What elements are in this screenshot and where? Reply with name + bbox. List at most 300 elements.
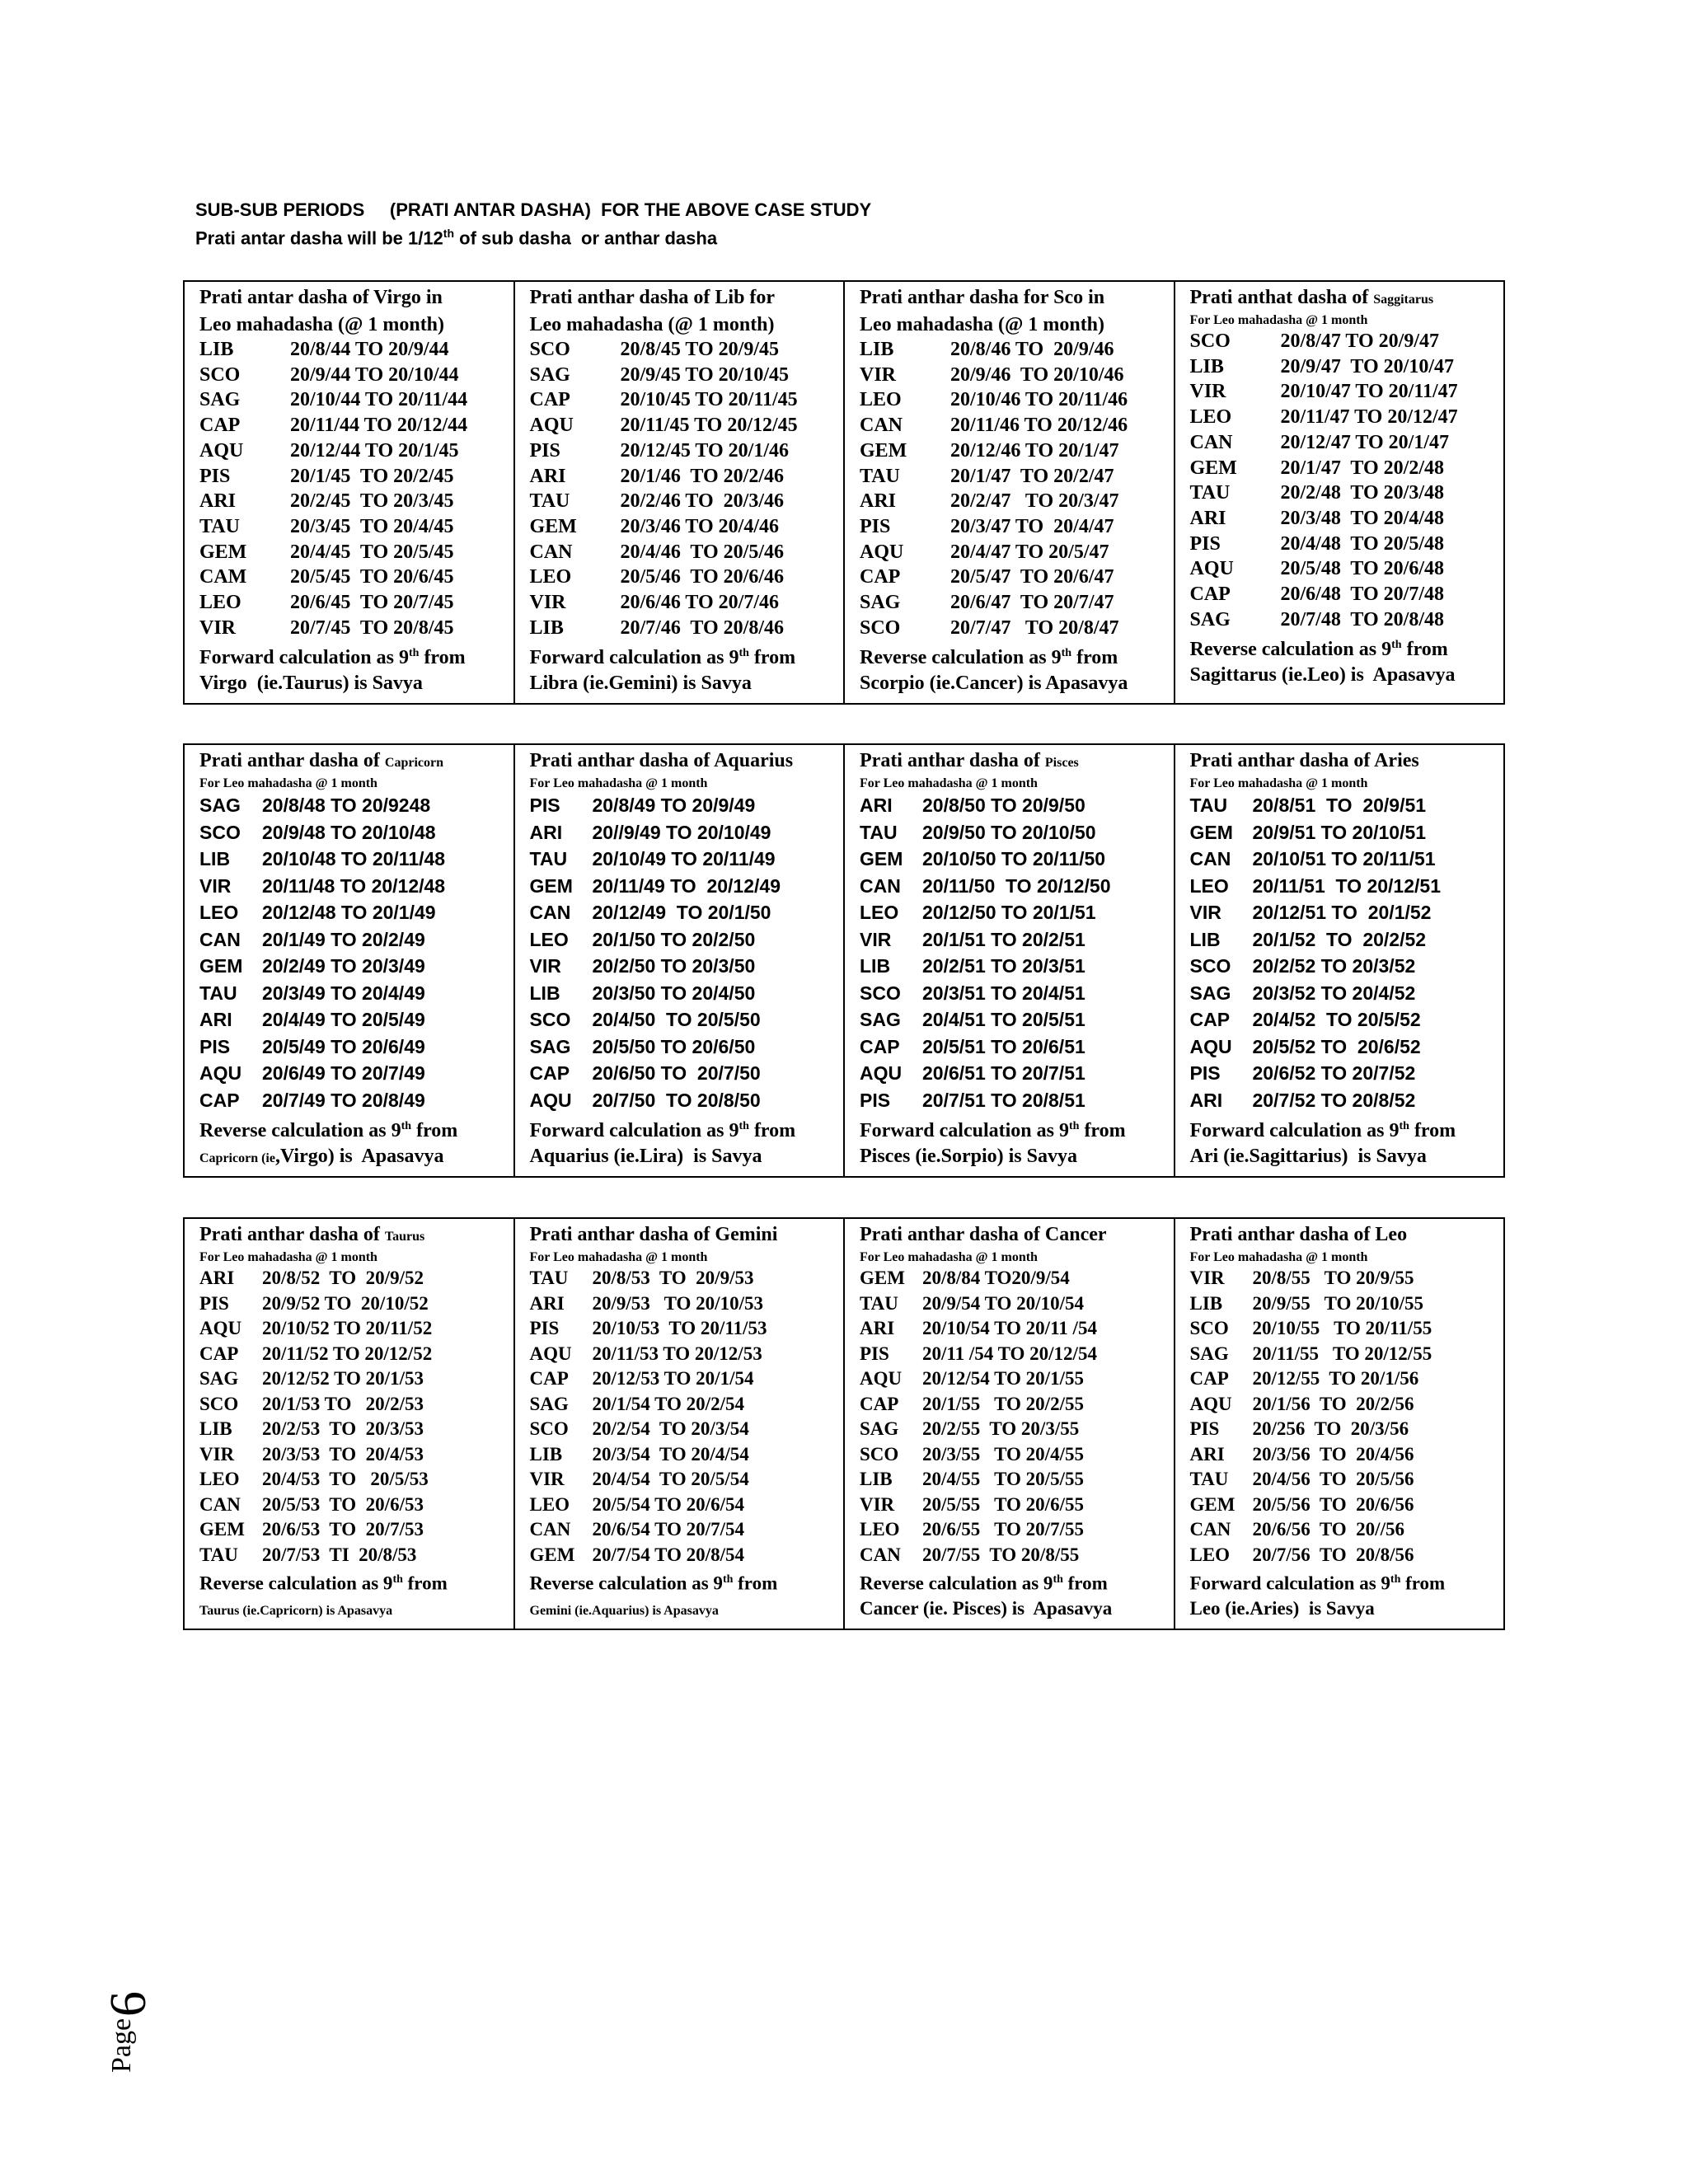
period-sign: ARI: [1189, 1089, 1223, 1111]
period-dates: 20/11/51 TO 20/12/51: [1252, 874, 1441, 897]
period-sign: VIR: [529, 592, 566, 614]
period-sign: LIB: [860, 339, 894, 360]
calc-note-line-2: [860, 1596, 1167, 1624]
period-row: [530, 1467, 837, 1493]
period-sign: CAP: [1189, 1009, 1231, 1030]
period-row: [530, 1543, 837, 1568]
period-dates: 20/256 TO 20/3/56: [1252, 1418, 1409, 1439]
calc-note-result: Cancer (ie. Pisces) is Apasavya: [860, 1597, 1113, 1619]
calc-note-line-2: [860, 671, 1167, 698]
period-dates: 20/6/55 TO 20/7/55: [922, 1519, 1084, 1540]
period-sign: LEO: [860, 389, 902, 411]
period-dates: 20/7/54 TO 20/8/54: [592, 1544, 744, 1565]
period-row: [1190, 1467, 1498, 1493]
period-row: [530, 590, 837, 616]
period-dates: 20/6/52 TO 20/7/52: [1252, 1062, 1416, 1084]
period-dates: 20/3/48 TO 20/4/48: [1280, 507, 1444, 529]
cell-title-sign: Saggitarus: [1373, 293, 1434, 307]
period-sign: PIS: [199, 465, 231, 487]
period-dates: 20/8/53 TO 20/9/53: [592, 1268, 754, 1288]
cell-title-sign: Capricorn: [384, 756, 444, 770]
period-dates: 20/8/49 TO 20/9/49: [592, 794, 756, 816]
period-sign: PIS: [860, 1089, 891, 1111]
period-row: [530, 1060, 837, 1087]
period-dates: 20/9/45 TO 20/10/45: [620, 363, 789, 386]
period-dates: 20/5/54 TO 20/6/54: [592, 1493, 744, 1515]
calc-note-result: Pisces (ie.Sorpio) is Savya: [860, 1146, 1077, 1167]
heading-line-2-text: Prati antar dasha will be 1/12: [195, 227, 443, 249]
calc-note-line-1: [199, 1568, 507, 1596]
period-sign: CAN: [860, 874, 901, 897]
cell-subtitle: For Leo mahadasha @ 1 month: [860, 776, 1038, 790]
period-sign: AQU: [1189, 1035, 1232, 1057]
calc-note-result: Libra (ie.Gemini) is Savya: [529, 673, 752, 695]
period-sign: CAN: [529, 1519, 571, 1540]
cell-title: [1190, 1222, 1498, 1249]
period-sign: GEM: [1189, 1493, 1236, 1515]
calc-note-text: Forward calculation as 9: [860, 1120, 1069, 1141]
period-row: [199, 1060, 507, 1087]
period-dates: 20/5/50 TO 20/6/50: [592, 1035, 756, 1057]
period-dates: 20/8/46 TO 20/9/46: [950, 339, 1114, 360]
calc-note-text: Reverse calculation as 9: [529, 1572, 723, 1594]
period-row: [860, 926, 1167, 954]
period-sign: TAU: [860, 821, 898, 843]
period-row: [860, 819, 1167, 846]
period-row: [199, 1087, 507, 1114]
period-sign: AQU: [529, 1343, 572, 1364]
cell-title: [530, 748, 837, 776]
calc-note-line-2: [199, 1596, 507, 1624]
calc-note-line-1: [1190, 1113, 1498, 1144]
cell-title: [199, 285, 507, 312]
cell-title: [860, 285, 1167, 312]
period-sign: SAG: [529, 363, 570, 386]
calc-note-line-1: [530, 1568, 837, 1596]
period-row: [860, 1366, 1167, 1392]
period-sign: VIR: [860, 928, 892, 950]
dasha-cell: [1175, 281, 1505, 704]
dasha-cell: [184, 1218, 514, 1629]
period-row: [860, 1342, 1167, 1367]
period-row: [860, 489, 1167, 514]
period-dates: 20/12/53 TO 20/1/54: [592, 1368, 754, 1389]
period-dates: 20/4/47 TO 20/5/47: [950, 541, 1109, 563]
period-row: [860, 1467, 1167, 1493]
period-sign: SCO: [860, 616, 901, 639]
period-sign: VIR: [1189, 381, 1226, 403]
period-row: [1190, 1493, 1498, 1518]
period-row: [1190, 926, 1498, 954]
period-dates: 20/3/46 TO 20/4/46: [620, 515, 779, 537]
calc-note-from: from: [419, 647, 466, 669]
cell-title: [860, 1222, 1167, 1249]
calc-note-from: from: [1062, 1572, 1108, 1594]
cell-title-text: Prati anthar dasha of: [860, 750, 1045, 771]
dasha-cell: [184, 744, 514, 1177]
period-dates: 20/1/49 TO 20/2/49: [262, 928, 425, 950]
period-row: [860, 1291, 1167, 1317]
period-dates: 20/2/54 TO 20/3/54: [592, 1418, 749, 1439]
period-sign: AQU: [860, 1062, 903, 1084]
period-dates: 20/1/52 TO 20/2/52: [1252, 928, 1427, 950]
period-row: [1190, 379, 1498, 405]
period-row: [199, 1266, 507, 1291]
period-dates: 20/7/52 TO 20/8/52: [1252, 1089, 1416, 1111]
period-dates: 20/7/55 TO 20/8/55: [922, 1544, 1080, 1565]
period-sign: AQU: [199, 1318, 242, 1338]
heading-line-2: [195, 222, 871, 250]
period-sign: GEM: [1189, 821, 1233, 843]
period-dates: 20/7/49 TO 20/8/49: [262, 1089, 425, 1111]
period-row: [1190, 1342, 1498, 1367]
period-row: [530, 1342, 837, 1367]
period-dates: 20/4/56 TO 20/5/56: [1252, 1469, 1414, 1489]
calc-note-sup: th: [1061, 647, 1072, 660]
period-sign: ARI: [199, 490, 237, 513]
period-row: [860, 540, 1167, 565]
period-sign: LIB: [860, 1469, 893, 1489]
calc-note-sup: th: [1390, 1573, 1401, 1586]
calc-note-line-1: [860, 1568, 1167, 1596]
period-dates: 20/1/56 TO 20/2/56: [1252, 1393, 1414, 1414]
period-sign: GEM: [860, 1268, 905, 1288]
period-row: [199, 540, 507, 565]
period-dates: 20/6/48 TO 20/7/48: [1280, 583, 1444, 606]
period-row: [1190, 819, 1498, 846]
period-dates: 20/11/44 TO 20/12/44: [290, 415, 468, 437]
period-sign: SCO: [1189, 330, 1231, 352]
period-row: [199, 438, 507, 464]
dasha-cell: [514, 281, 845, 704]
period-row: [1190, 354, 1498, 380]
period-dates: 20/9/44 TO 20/10/44: [290, 363, 459, 386]
period-row: [530, 363, 837, 388]
period-dates: 20/9/48 TO 20/10/48: [262, 821, 436, 843]
period-row: [199, 565, 507, 590]
calc-note-from: from: [748, 1120, 796, 1141]
dasha-cell: [514, 744, 845, 1177]
period-dates: 20/7/53 TI 20/8/53: [262, 1544, 417, 1565]
calc-note-sup: th: [738, 647, 749, 660]
period-sign: AQU: [860, 541, 904, 563]
cell-title: [199, 1222, 507, 1249]
period-row: [860, 846, 1167, 873]
period-row: [530, 873, 837, 900]
period-dates: 20/1/47 TO 20/2/48: [1280, 457, 1444, 479]
period-sign: CAP: [529, 1062, 570, 1084]
period-row: [199, 1316, 507, 1342]
period-sign: PIS: [1189, 1418, 1220, 1439]
period-row: [1190, 532, 1498, 557]
period-dates: 20/1/47 TO 20/2/47: [950, 465, 1114, 487]
calc-note-small: Gemini (ie.Aquarius) is Apasavya: [529, 1603, 719, 1618]
period-sign: PIS: [529, 794, 560, 816]
calc-note-text: Reverse calculation as 9: [199, 1572, 393, 1594]
period-row: [1190, 456, 1498, 481]
period-dates: 20/6/50 TO 20/7/50: [592, 1062, 761, 1084]
period-row: [1190, 582, 1498, 607]
period-dates: 20/10/45 TO 20/11/45: [620, 389, 798, 411]
calc-note-text: Forward calculation as 9: [529, 647, 739, 669]
period-sign: LIB: [1189, 928, 1221, 950]
period-sign: ARI: [860, 794, 893, 816]
period-row: [199, 926, 507, 954]
period-dates: 20/12/55 TO 20/1/56: [1252, 1368, 1419, 1389]
calc-note-text: Forward calculation as 9: [199, 647, 409, 669]
cell-subtitle: For Leo mahadasha @ 1 month: [199, 1250, 377, 1264]
period-dates: 20/2/45 TO 20/3/45: [290, 490, 454, 513]
period-row: [199, 873, 507, 900]
period-sign: SAG: [199, 1368, 239, 1389]
calc-note-from: from: [402, 1572, 448, 1594]
period-sign: TAU: [860, 465, 900, 487]
period-row: [860, 387, 1167, 413]
calc-note-text: Forward calculation as 9: [529, 1120, 739, 1141]
period-sign: PIS: [1189, 532, 1221, 555]
cell-subtitle: For Leo mahadasha @ 1 month: [529, 776, 708, 790]
period-dates: 20/3/55 TO 20/4/55: [922, 1443, 1084, 1465]
period-dates: 20/5/45 TO 20/6/45: [290, 566, 454, 588]
period-sign: SAG: [860, 592, 901, 614]
dasha-table-3: [183, 1217, 1505, 1630]
period-sign: LIB: [1189, 1292, 1223, 1314]
period-sign: SAG: [529, 1035, 571, 1057]
period-dates: 20/12/52 TO 20/1/53: [262, 1368, 424, 1389]
calc-note-sup: th: [1053, 1573, 1063, 1586]
period-row: [1190, 899, 1498, 926]
period-dates: 20/2/52 TO 20/3/52: [1252, 955, 1416, 977]
period-row: [1190, 405, 1498, 430]
period-sign: ARI: [860, 490, 897, 513]
period-row: [530, 565, 837, 590]
period-sign: LEO: [199, 1469, 240, 1489]
period-row: [530, 1442, 837, 1468]
period-row: [1190, 1006, 1498, 1033]
period-sign: CAN: [860, 415, 903, 437]
period-sign: CAP: [199, 415, 241, 437]
period-dates: 20/8/50 TO 20/9/50: [922, 794, 1085, 816]
period-dates: 20/10/48 TO 20/11/48: [262, 848, 446, 869]
calc-note-text: Forward calculation as 9: [1189, 1572, 1390, 1594]
period-dates: 20/4/51 TO 20/5/51: [922, 1009, 1085, 1030]
period-sign: SCO: [529, 339, 570, 360]
period-sign: CAN: [860, 1544, 901, 1565]
period-dates: 20/6/56 TO 20//56: [1252, 1519, 1404, 1540]
calc-note-line-1: [860, 640, 1167, 671]
period-dates: 20/10/55 TO 20/11/55: [1252, 1318, 1432, 1338]
cell-title-sign: Taurus: [384, 1230, 425, 1244]
period-sign: LIB: [199, 848, 231, 869]
calc-note-sup: th: [392, 1573, 403, 1586]
period-dates: 20/8/51 TO 20/9/51: [1252, 794, 1427, 816]
period-dates: 20/7/48 TO 20/8/48: [1280, 608, 1444, 630]
calc-note-sup: th: [401, 1120, 412, 1132]
period-sign: TAU: [529, 1268, 569, 1288]
period-sign: GEM: [529, 515, 577, 537]
period-sign: LIB: [199, 1418, 232, 1439]
calc-note-line-2: [199, 1144, 507, 1171]
period-sign: LEO: [1189, 1544, 1231, 1565]
period-sign: VIR: [199, 1443, 235, 1465]
cell-title-text: Prati anthar dasha of: [199, 750, 385, 771]
period-row: [530, 1417, 837, 1442]
period-dates: 20/7/50 TO 20/8/50: [592, 1089, 761, 1111]
period-sign: LIB: [529, 616, 564, 639]
period-dates: 20/12/49 TO 20/1/50: [592, 902, 771, 923]
period-sign: ARI: [1189, 1443, 1225, 1465]
period-row: [860, 438, 1167, 464]
period-row: [1190, 792, 1498, 819]
cell-title-sign: Pisces: [1044, 756, 1079, 770]
period-sign: CAP: [860, 1393, 899, 1414]
period-row: [860, 1543, 1167, 1568]
period-sign: SAG: [1189, 608, 1231, 630]
period-sign: CAP: [1189, 583, 1231, 606]
period-dates: 20/11/47 TO 20/12/47: [1280, 406, 1458, 429]
calc-note-sup: th: [1068, 1120, 1080, 1132]
period-row: [199, 1033, 507, 1061]
period-sign: GEM: [199, 955, 243, 977]
period-sign: ARI: [860, 1318, 895, 1338]
page-word: Page: [106, 2018, 137, 2073]
period-dates: 20/4/49 TO 20/5/49: [262, 1009, 425, 1030]
period-dates: 20/6/47 TO 20/7/47: [950, 592, 1114, 614]
period-sign: ARI: [199, 1009, 232, 1030]
period-sign: CAP: [199, 1089, 240, 1111]
period-sign: VIR: [199, 874, 232, 897]
period-sign: CAM: [199, 566, 247, 588]
calc-note-line-2: [860, 1144, 1167, 1171]
calc-note-from: from: [748, 647, 796, 669]
period-sign: VIR: [1189, 1268, 1225, 1288]
period-dates: 20/5/56 TO 20/6/56: [1252, 1493, 1414, 1515]
period-sign: LIB: [529, 1443, 563, 1465]
period-sign: SCO: [529, 1009, 571, 1030]
period-dates: 20/6/54 TO 20/7/54: [592, 1519, 744, 1540]
period-dates: 20/9/46 TO 20/10/46: [950, 363, 1124, 386]
period-row: [1190, 556, 1498, 582]
period-dates: 20/2/50 TO 20/3/50: [592, 955, 756, 977]
period-dates: 20/9/50 TO 20/10/50: [922, 821, 1096, 843]
period-sign: CAP: [860, 1035, 900, 1057]
period-dates: 20/12/54 TO 20/1/55: [922, 1368, 1084, 1389]
period-dates: 20/12/51 TO 20/1/52: [1252, 902, 1432, 923]
period-sign: ARI: [1189, 507, 1226, 529]
cell-title-text: Prati anthat dasha of: [1189, 287, 1374, 308]
period-sign: GEM: [860, 848, 903, 869]
period-row: [530, 926, 837, 954]
period-row: [530, 1291, 837, 1317]
period-dates: 20/11/49 TO 20/12/49: [592, 874, 781, 897]
cell-subtitle: For Leo mahadasha @ 1 month: [860, 1250, 1038, 1264]
period-sign: PIS: [529, 439, 560, 462]
period-dates: 20/8/44 TO 20/9/44: [290, 339, 449, 360]
period-row: [530, 980, 837, 1007]
dasha-cell: [514, 1218, 845, 1629]
period-sign: ARI: [529, 821, 563, 843]
period-sign: ARI: [199, 1268, 235, 1288]
period-sign: ARI: [529, 1292, 565, 1314]
period-dates: 20/9/52 TO 20/10/52: [262, 1292, 429, 1314]
period-dates: 20/2/47 TO 20/3/47: [950, 490, 1119, 513]
cell-title: [1190, 748, 1498, 776]
period-row: [860, 953, 1167, 980]
calc-note-line-1: [199, 1113, 507, 1144]
period-row: [530, 1316, 837, 1342]
period-dates: 20/11/45 TO 20/12/45: [620, 415, 798, 437]
period-dates: 20/2/46 TO 20/3/46: [620, 490, 784, 513]
period-sign: CAP: [860, 566, 901, 588]
period-dates: 20/1/50 TO 20/2/50: [592, 928, 756, 950]
calc-note-from: from: [411, 1120, 458, 1141]
period-row: [860, 337, 1167, 363]
calc-note-result: Ari (ie.Sagittarius) is Savya: [1189, 1146, 1427, 1167]
period-row: [199, 1006, 507, 1033]
period-sign: SAG: [860, 1418, 899, 1439]
period-sign: VIR: [199, 616, 237, 639]
cell-subtitle: For Leo mahadasha @ 1 month: [1189, 313, 1368, 327]
period-sign: GEM: [199, 1519, 245, 1540]
period-dates: 20/3/49 TO 20/4/49: [262, 982, 425, 1004]
cell-subtitle: For Leo mahadasha @ 1 month: [1189, 1250, 1368, 1264]
period-dates: 20/1/53 TO 20/2/53: [262, 1393, 424, 1414]
period-dates: 20/4/45 TO 20/5/45: [290, 541, 454, 563]
period-row: [199, 1467, 507, 1493]
calc-note-result: Virgo (ie.Taurus) is Savya: [199, 673, 423, 695]
period-row: [1190, 980, 1498, 1007]
period-sign: VIR: [860, 363, 897, 386]
period-row: [1190, 1543, 1498, 1568]
period-row: [530, 1366, 837, 1392]
period-sign: SCO: [860, 1443, 899, 1465]
period-dates: 20/2/49 TO 20/3/49: [262, 955, 425, 977]
period-row: [199, 1392, 507, 1418]
period-row: [199, 616, 507, 641]
cell-title: [1190, 285, 1498, 312]
period-row: [530, 1266, 837, 1291]
page-number-label: [91, 1966, 157, 2073]
period-sign: TAU: [1189, 794, 1228, 816]
period-dates: 20/3/52 TO 20/4/52: [1252, 982, 1416, 1004]
period-dates: 20/4/55 TO 20/5/55: [922, 1469, 1084, 1489]
dasha-table-1: [183, 280, 1505, 705]
period-sign: LEO: [529, 928, 569, 950]
period-sign: CAN: [1189, 431, 1233, 453]
period-sign: LIB: [199, 339, 234, 360]
cell-title-text: Prati anthar dasha for Sco in: [860, 287, 1105, 308]
period-row: [199, 899, 507, 926]
period-row: [530, 1087, 837, 1114]
period-sign: SCO: [199, 363, 241, 386]
period-dates: 20/1/54 TO 20/2/54: [592, 1393, 744, 1414]
period-sign: TAU: [1189, 482, 1231, 504]
period-sign: LEO: [529, 566, 572, 588]
period-sign: CAN: [199, 1493, 241, 1515]
period-sign: CAN: [529, 541, 573, 563]
period-dates: 20/6/46 TO 20/7/46: [620, 592, 779, 614]
period-sign: GEM: [529, 874, 573, 897]
period-row: [1190, 430, 1498, 456]
period-dates: 20/4/46 TO 20/5/46: [620, 541, 784, 563]
period-sign: TAU: [529, 490, 570, 513]
period-row: [1190, 873, 1498, 900]
period-sign: SCO: [1189, 1318, 1229, 1338]
period-sign: CAP: [1189, 1368, 1229, 1389]
period-sign: PIS: [199, 1292, 229, 1314]
period-sign: SAG: [529, 1393, 569, 1414]
period-dates: 20/9/55 TO 20/10/55: [1252, 1292, 1423, 1314]
